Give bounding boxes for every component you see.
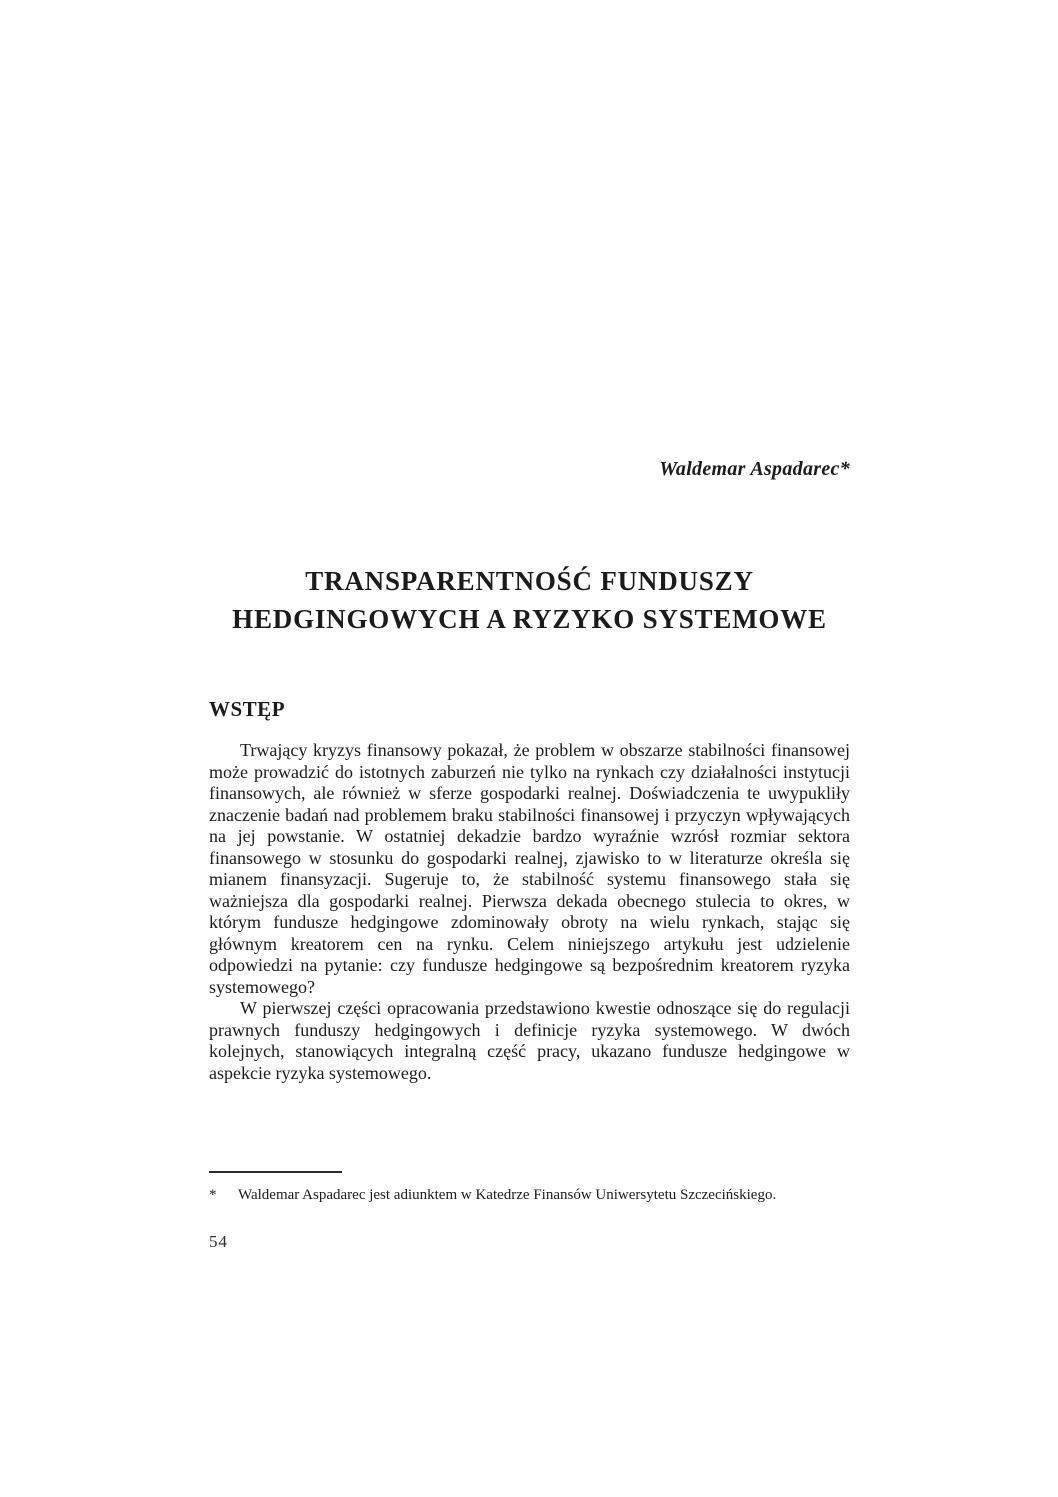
page-number: 54: [209, 1232, 228, 1251]
article-title: [209, 562, 850, 638]
footnote-separator-rule: [209, 1171, 342, 1173]
section-heading-wstep: WSTĘP: [209, 697, 286, 721]
footnote: [209, 1186, 850, 1205]
footnote-marker: *: [209, 1187, 217, 1203]
paragraph-2: W pierwszej części opracowania przedstawiono kwestie odnoszące się do regulacji prawnych funduszy hedgingowych i definicje ryzyka systemowego. W dwóch kolejnych, stanowiących integralną część pracy, ukazano fundusze hedgingowe w aspekcie ryzyka systemowego.: [209, 998, 850, 1083]
article-title-line-1: TRANSPARENTNOŚĆ FUNDUSZY: [305, 566, 754, 596]
article-title-line-2: HEDGINGOWYCH A RYZYKO SYSTEMOWE: [232, 604, 827, 634]
body-text: [209, 740, 850, 1084]
paragraph-1: Trwający kryzys finansowy pokazał, że problem w obszarze stabilności finansowej może prowadzić do istotnych zaburzeń nie tylko na rynkach czy działalności instytucji finansowych, ale również w sferze gospodarki realnej. Doświadczenia te uwypukliły znaczenie badań nad problemem braku stabilności finansowej i przyczyn wpływających na jej powstanie. W ostatniej dekadzie bardzo wyraźnie wzrósł rozmiar sektora finansowego w stosunku do gospodarki realnej, zjawisko to w literaturze określa się mianem finansyzacji. Sugeruje to, że stabilność systemu finansowego stała się ważniejsza dla gospodarki realnej. Pierwsza dekada obecnego stulecia to okres, w którym fundusze hedgingowe zdominowały obroty na wielu rynkach, stając się głównym kreatorem cen na rynku. Celem niniejszego artykułu jest udzielenie odpowiedzi na pytanie: czy fundusze hedgingowe są bezpośrednim kreatorem ryzyka systemowego?: [209, 740, 850, 997]
footnote-text: Waldemar Aspadarec jest adiunktem w Katedrze Finansów Uniwersytetu Szczecińskiego.: [238, 1187, 777, 1203]
author-line: Waldemar Aspadarec*: [659, 458, 850, 480]
